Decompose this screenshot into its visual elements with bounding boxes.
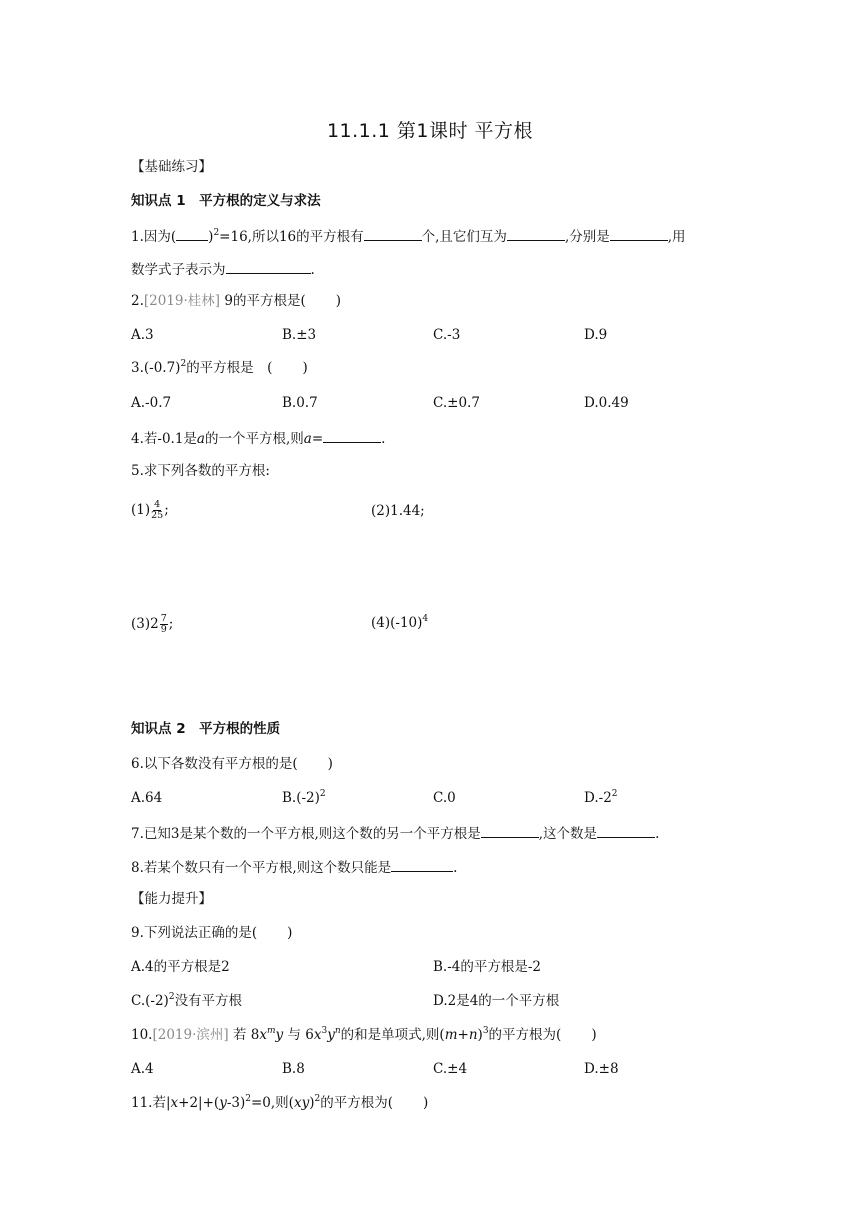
q10-option-b[interactable]: B.8 — [282, 1061, 305, 1077]
blank[interactable] — [364, 226, 422, 241]
q3-option-a[interactable]: A.-0.7 — [131, 395, 172, 411]
question-6: 6.以下各数没有平方根的是( ) — [131, 756, 333, 772]
q3-option-d[interactable]: D.0.49 — [584, 395, 629, 411]
blank[interactable] — [610, 226, 668, 241]
q5-part-2: (2)1.44; — [371, 503, 425, 519]
blank[interactable] — [391, 857, 453, 872]
q10-option-c[interactable]: C.±4 — [433, 1061, 468, 1077]
q6-option-a[interactable]: A.64 — [131, 790, 163, 806]
question-9: 9.下列说法正确的是( ) — [131, 925, 293, 941]
q5-part-3: (3)2 $\frac{7}{9}$ ; — [131, 613, 174, 635]
question-1-line-1: 1.因为( )$^2$=16,所以16的平方根有 个,且它们互为 ,分别是 ,用 — [131, 228, 686, 245]
q10-option-d[interactable]: D.±8 — [584, 1061, 619, 1077]
question-11: 11.若$|x+2|+(y-3)^2=0$,则(xy)$^2$的平方根为( ) — [131, 1094, 429, 1111]
q3-option-b[interactable]: B.0.7 — [282, 395, 318, 411]
section-basic: 【基础练习】 — [131, 159, 212, 175]
source-tag: [2019·桂林] — [143, 293, 221, 309]
q9-option-b[interactable]: B.-4的平方根是-2 — [433, 959, 542, 975]
source-tag: [2019·滨州] — [152, 1027, 229, 1043]
q5-part-4: $(4)(-10)^4$ — [371, 614, 429, 631]
section-advanced: 【能力提升】 — [131, 891, 212, 907]
q9-option-c[interactable]: $C.(-2)^2$没有平方根 — [131, 992, 243, 1009]
question-7: 7.已知3是某个数的一个平方根,则这个数的另一个平方根是 ,这个数是 . — [131, 823, 659, 843]
blank[interactable] — [597, 823, 655, 838]
q5-part-1: (1) $\frac{4}{25}$ ; — [131, 499, 169, 521]
blank[interactable] — [481, 823, 539, 838]
question-8: 8.若某个数只有一个平方根,则这个数只能是 . — [131, 857, 457, 877]
q6-option-b[interactable]: $B.(-2)^2$ — [282, 789, 326, 806]
q2-option-a[interactable]: A.3 — [131, 327, 154, 343]
blank[interactable] — [507, 226, 565, 241]
question-1-line-2: 数学式子表示为 . — [131, 259, 315, 279]
question-10: 10.[2019·滨州] 若 $8x^my$ 与 $6x^3y^n$的和是单项式,则$(m+n)^3$的平方根为( ) — [131, 1026, 597, 1043]
q10-option-a[interactable]: A.4 — [131, 1061, 154, 1077]
q2-option-b[interactable]: B.±3 — [282, 327, 317, 343]
question-4: 4.若-0.1是a的一个平方根,则a= . — [131, 428, 385, 448]
question-2: 2.[2019·桂林] 9的平方根是( ) — [131, 293, 342, 309]
question-5: 5.求下列各数的平方根: — [131, 463, 270, 479]
question-3: $3.(-0.7)^2$的平方根是 ( ) — [131, 359, 308, 376]
q9-option-d[interactable]: D.2是4的一个平方根 — [433, 993, 560, 1009]
q3-option-c[interactable]: C.±0.7 — [433, 395, 480, 411]
blank[interactable] — [323, 428, 381, 443]
q6-option-d[interactable]: $D.-2^2$ — [584, 789, 618, 806]
q2-option-c[interactable]: C.-3 — [433, 327, 461, 343]
section-kp2: 知识点 2 平方根的性质 — [131, 721, 281, 737]
q6-option-c[interactable]: C.0 — [433, 790, 456, 806]
blank[interactable] — [226, 259, 311, 274]
q2-option-d[interactable]: D.9 — [584, 327, 608, 343]
q9-option-a[interactable]: A.4的平方根是2 — [131, 959, 230, 975]
blank[interactable] — [176, 226, 208, 241]
section-kp1: 知识点 1 平方根的定义与求法 — [131, 193, 321, 209]
page-title: 11.1.1 第1课时 平方根 — [326, 120, 534, 142]
